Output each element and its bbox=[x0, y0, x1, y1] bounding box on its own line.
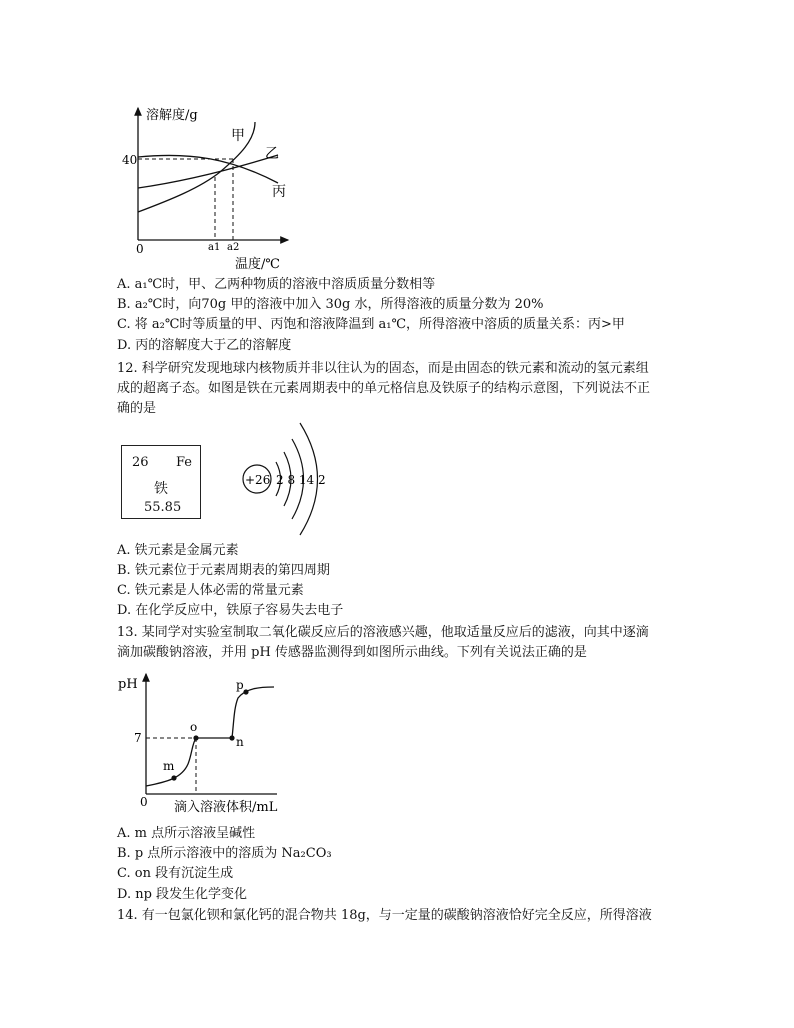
q12-stem-line-3: 确的是 bbox=[117, 401, 157, 416]
q12-option-a: A. 铁元素是金属元素 bbox=[117, 543, 239, 558]
q13-option-a: A. m 点所示溶液呈碱性 bbox=[117, 826, 256, 841]
origin-label: 0 bbox=[136, 242, 144, 256]
q11-option-c: C. 将 a₂℃时等质量的甲、丙饱和溶液降温到 a₁℃，所得溶液中溶质的质量关系：丙>甲 bbox=[117, 317, 625, 332]
q12-stem-line-1: 12. 科学研究发现地球内核物质并非以往认为的固态，而是由固态的铁元素和流动的氢元素组 bbox=[117, 361, 649, 376]
element-cell bbox=[121, 445, 201, 519]
point-m-label: m bbox=[163, 759, 175, 773]
y-axis-label: 溶解度/g bbox=[146, 108, 198, 123]
q13-option-c: C. on 段有沉淀生成 bbox=[117, 866, 234, 881]
point-m bbox=[171, 775, 176, 780]
q11-option-a: A. a₁℃时，甲、乙两种物质的溶液中溶质质量分数相等 bbox=[117, 277, 436, 292]
point-n bbox=[229, 735, 234, 740]
atom-nucleus-label: +26 bbox=[245, 473, 271, 487]
ph-y-axis-label: pH bbox=[118, 677, 138, 692]
x-axis-label: 温度/℃ bbox=[235, 257, 280, 272]
q13-option-d: D. np 段发生化学变化 bbox=[117, 887, 248, 902]
ph-y-tick-7: 7 bbox=[134, 731, 142, 745]
series-bing-label: 丙 bbox=[272, 184, 286, 200]
element-number: 26 bbox=[132, 455, 149, 470]
q14-stem-line-1: 14. 有一包氯化钡和氯化钙的混合物共 18g，与一定量的碳酸钠溶液恰好完全反应，所得溶液 bbox=[117, 908, 652, 923]
series-yi-curve bbox=[138, 155, 278, 188]
q12-option-c: C. 铁元素是人体必需的常量元素 bbox=[117, 583, 304, 598]
point-n-label: n bbox=[236, 735, 244, 749]
point-o-label: o bbox=[190, 720, 198, 734]
q11-option-d: D. 丙的溶解度大于乙的溶解度 bbox=[117, 338, 292, 353]
q13-stem-line-1: 13. 某同学对实验室制取二氧化碳反应后的溶液感兴趣，他取适量反应后的滤液，向其中逐滴 bbox=[117, 625, 649, 640]
series-jia-label: 甲 bbox=[231, 128, 245, 144]
ph-x-axis-label: 滴入溶液体积/mL bbox=[174, 800, 278, 815]
element-symbol: Fe bbox=[176, 455, 193, 470]
ph-origin-label: 0 bbox=[140, 795, 148, 809]
q12-option-b: B. 铁元素位于元素周期表的第四周期 bbox=[117, 563, 330, 578]
q13-option-b: B. p 点所示溶液中的溶质为 Na₂CO₃ bbox=[117, 846, 332, 861]
q11-option-b: B. a₂℃时，向70g 甲的溶液中加入 30g 水，所得溶液的质量分数为 20% bbox=[117, 297, 544, 312]
x-tick-a2: a2 bbox=[227, 242, 240, 253]
q13-stem-line-2: 滴加碳酸钠溶液，并用 pH 传感器监测得到如图所示曲线。下列有关说法正确的是 bbox=[117, 645, 587, 660]
ph-chart bbox=[112, 668, 292, 818]
point-p-label: p bbox=[236, 678, 244, 692]
q12-option-d: D. 在化学反应中，铁原子容易失去电子 bbox=[117, 603, 344, 618]
atom-structure-diagram bbox=[235, 415, 345, 545]
solubility-chart bbox=[100, 100, 320, 275]
point-o bbox=[193, 735, 198, 740]
x-tick-a1: a1 bbox=[208, 242, 221, 253]
series-yi-label: 乙 bbox=[265, 146, 279, 162]
series-bing-curve bbox=[138, 155, 278, 183]
point-p bbox=[243, 689, 248, 694]
electron-shell-counts: 2 8 14 2 bbox=[276, 473, 326, 487]
element-mass: 55.85 bbox=[144, 500, 182, 515]
y-tick-40: 40 bbox=[122, 153, 138, 167]
element-name: 铁 bbox=[154, 481, 168, 497]
q12-stem-line-2: 成的超离子态。如图是铁在元素周期表中的单元格信息及铁原子的结构示意图，下列说法不正 bbox=[117, 381, 651, 396]
